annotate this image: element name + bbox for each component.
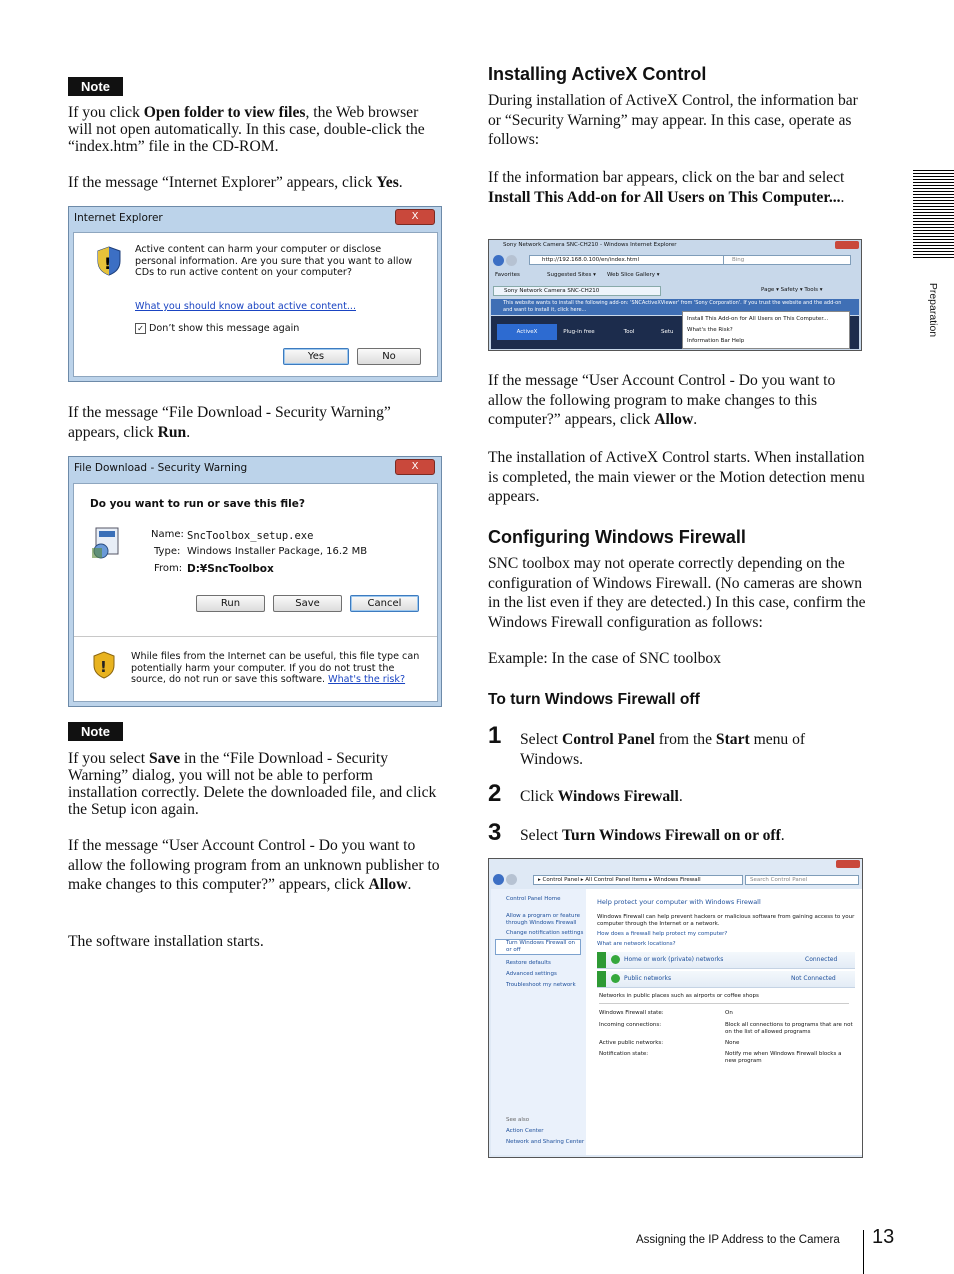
divider <box>74 636 437 637</box>
run-button[interactable]: Run <box>196 595 265 612</box>
tab-plugin-free[interactable]: Plug-in free <box>563 329 595 335</box>
dialog-title: Internet Explorer <box>74 212 163 224</box>
close-icon[interactable] <box>836 860 860 868</box>
subheading: To turn Windows Firewall off <box>488 691 700 708</box>
setting-key: Incoming connections: <box>599 1022 662 1028</box>
shield-warning-icon <box>91 651 117 679</box>
shield-check-icon <box>611 974 620 983</box>
page-number: 13 <box>872 1226 895 1248</box>
active-content-link[interactable]: What you should know about active content... <box>135 301 356 312</box>
paragraph: If the information bar appears, click on the bar and select Install This Add-on for All Users on This Computer.... <box>488 169 845 206</box>
network-status: Not Connected <box>791 975 836 982</box>
footer-divider <box>863 1230 864 1274</box>
help-link[interactable]: How does a firewall help protect my computer? <box>597 931 728 937</box>
sidebar-item[interactable]: Change notification settings <box>506 930 584 936</box>
menu-item-risk[interactable]: What's the Risk? <box>687 327 733 333</box>
risk-link[interactable]: What's the risk? <box>328 674 406 685</box>
close-button[interactable]: X <box>395 209 435 225</box>
svg-text:!: ! <box>100 658 107 676</box>
tab-setup[interactable]: Setu <box>661 329 674 335</box>
file-type-value: Windows Installer Package, 16.2 MB <box>187 546 368 557</box>
status-bar-green <box>597 971 606 987</box>
main-panel <box>586 889 862 1155</box>
suggested-sites-link[interactable]: Suggested Sites ▾ <box>547 272 596 278</box>
forward-icon[interactable] <box>506 255 517 266</box>
dialog-title: File Download - Security Warning <box>74 462 248 474</box>
breadcrumb[interactable]: ▸ Control Panel ▸ All Control Panel Items ▸ Windows Firewall <box>533 875 743 885</box>
information-bar[interactable]: This website wants to install the following add-on: 'SNCActiveXViewer' from 'Sony Corporation'. If you trust the website and the add-on and want to install it, click here... <box>491 299 859 315</box>
checkbox-label: Don’t show this message again <box>149 323 300 334</box>
paragraph: The software installation starts. <box>68 933 264 950</box>
favorites-button[interactable]: Favorites <box>495 272 520 278</box>
paragraph: The installation of ActiveX Control starts. When installation is completed, the main viewer or the Motion detection menu appears. <box>488 449 865 505</box>
section-thumb-index <box>913 170 954 258</box>
section-heading: Configuring Windows Firewall <box>488 527 746 547</box>
note-paragraph: If you click Open folder to view files, the Web browser will not open automatically. In this case, double-click the “index.htm” file in the CD-ROM. <box>68 104 425 155</box>
network-name: Public networks <box>624 975 672 982</box>
from-label: From: <box>154 563 183 574</box>
setting-value: On <box>725 1010 733 1016</box>
cancel-button[interactable]: Cancel <box>350 595 419 612</box>
tab-activex[interactable]: ActiveX <box>497 324 557 340</box>
see-also-label: See also <box>506 1117 530 1123</box>
menu-item-install[interactable]: Install This Add-on for All Users on This Computer... <box>687 316 829 322</box>
paragraph: If the message “Internet Explorer” appears, click Yes. <box>68 174 403 191</box>
search-input[interactable]: Search Control Panel <box>745 875 859 885</box>
description: Windows Firewall can help prevent hackers or malicious software from gaining access to your computer through the Internet or a network. <box>597 914 855 927</box>
section-heading: Installing ActiveX Control <box>488 64 707 84</box>
action-center-link[interactable]: Action Center <box>506 1128 544 1134</box>
control-panel-screenshot <box>488 858 863 1158</box>
note-label: Note <box>68 77 123 96</box>
close-button[interactable]: X <box>395 459 435 475</box>
dont-show-checkbox[interactable]: ✓ <box>135 323 146 334</box>
locations-link[interactable]: What are network locations? <box>597 941 676 947</box>
sidebar-item[interactable]: Allow a program or feature through Windows Firewall <box>506 913 581 926</box>
dialog-body <box>73 232 438 377</box>
from-value: D:¥SncToolbox <box>187 563 274 575</box>
network-name: Home or work (private) networks <box>624 956 724 963</box>
paragraph: SNC toolbox may not operate correctly depending on the configuration of Windows Firewall. (No cameras are shown in the list even if they are detected.) In this case, confirm the Windows Firewall configuration as follows: <box>488 555 866 631</box>
dialog-message: Active content can harm your computer or disclose personal information. Are you sure that you want to allow CDs to run active content on your computer? <box>135 244 413 278</box>
dialog-body <box>73 483 438 702</box>
security-warning-text: While files from the Internet can be useful, this file type can potentially harm your computer. If you do not trust the source, do not run or save this software. What's the risk? <box>131 651 420 685</box>
back-icon[interactable] <box>493 255 504 266</box>
close-icon[interactable] <box>835 241 859 249</box>
network-row[interactable] <box>597 952 855 969</box>
step-text: Select Turn Windows Firewall on or off. <box>520 827 785 844</box>
shield-warning-icon <box>94 245 124 277</box>
shield-check-icon <box>611 955 620 964</box>
ie-dialog <box>68 206 442 382</box>
setting-key: Active public networks: <box>599 1040 664 1046</box>
paragraph: Example: In the case of SNC toolbox <box>488 650 721 667</box>
step-number: 3 <box>488 819 502 846</box>
tab-tool[interactable]: Tool <box>623 329 635 335</box>
sidebar <box>491 889 586 1155</box>
file-name-value: SncToolbox_setup.exe <box>187 530 314 542</box>
network-row[interactable] <box>597 971 855 988</box>
setting-key: Notification state: <box>599 1051 649 1057</box>
installer-package-icon <box>90 526 122 560</box>
side-tab-label: Preparation <box>927 282 939 338</box>
sidebar-item[interactable]: Advanced settings <box>506 971 557 977</box>
setting-key: Windows Firewall state: <box>599 1010 664 1016</box>
network-sharing-link[interactable]: Network and Sharing Center <box>506 1139 585 1145</box>
paragraph: During installation of ActiveX Control, the information bar or “Security Warning” may appear. In this case, operate as follows: <box>488 92 858 148</box>
status-bar-green <box>597 952 606 968</box>
svg-text:!: ! <box>104 254 112 273</box>
address-bar[interactable]: http://192.168.0.100/en/index.html <box>529 255 727 265</box>
browser-title: Sony Network Camera SNC-CH210 - Windows Internet Explorer <box>503 242 677 248</box>
sidebar-item[interactable]: Restore defaults <box>506 960 551 966</box>
paragraph: If the message “File Download - Security Warning” appears, click Run. <box>68 404 391 441</box>
dialog-question: Do you want to run or save this file? <box>90 498 305 510</box>
forward-icon[interactable] <box>506 874 517 885</box>
setting-value: None <box>725 1040 740 1046</box>
browser-tab[interactable]: Sony Network Camera SNC-CH210 <box>493 286 661 296</box>
setting-value: Block all connections to programs that are not on the list of allowed programs <box>725 1022 853 1035</box>
browser-screenshot <box>488 239 862 351</box>
type-label: Type: <box>154 546 181 557</box>
network-description: Networks in public places such as airports or coffee shops <box>599 993 849 1004</box>
search-input[interactable]: Bing <box>723 255 851 265</box>
sidebar-item[interactable]: Control Panel Home <box>506 896 561 902</box>
step-number: 1 <box>488 722 502 749</box>
menu-item-help[interactable]: Information Bar Help <box>687 338 745 344</box>
yes-button[interactable]: Yes <box>283 348 349 365</box>
name-label: Name: <box>151 529 184 540</box>
page-heading: Help protect your computer with Windows Firewall <box>597 898 761 906</box>
note-label: Note <box>68 722 123 741</box>
step-number: 2 <box>488 780 502 807</box>
sidebar-item-turn-off[interactable]: Turn Windows Firewall on or off <box>495 939 581 955</box>
step-text: Click Windows Firewall. <box>520 788 683 805</box>
web-slice-link[interactable]: Web Slice Gallery ▾ <box>607 272 660 278</box>
context-menu <box>682 311 850 349</box>
sidebar-item[interactable]: Troubleshoot my network <box>506 982 576 988</box>
command-bar[interactable]: Page ▾ Safety ▾ Tools ▾ <box>761 287 823 293</box>
save-button[interactable]: Save <box>273 595 342 612</box>
paragraph: If the message “User Account Control - Do you want to allow the following program from an unknown publisher to make changes to this computer?” appears, click Allow. <box>68 837 440 893</box>
network-status: Connected <box>805 956 838 963</box>
back-icon[interactable] <box>493 874 504 885</box>
footer-section: Assigning the IP Address to the Camera <box>636 1234 840 1246</box>
note-paragraph: If you select Save in the “File Download - Security Warning” dialog, you will not be able to perform installation correctly. Delete the downloaded file, and click the Setup icon again. <box>68 750 437 818</box>
file-download-dialog <box>68 456 442 707</box>
setting-value: Notify me when Windows Firewall blocks a new program <box>725 1051 842 1064</box>
paragraph: If the message “User Account Control - Do you want to allow the following program to make changes to this computer?” appears, click Allow. <box>488 372 836 428</box>
step-text: Select Control Panel from the Start menu of Windows. <box>520 731 806 768</box>
no-button[interactable]: No <box>357 348 421 365</box>
